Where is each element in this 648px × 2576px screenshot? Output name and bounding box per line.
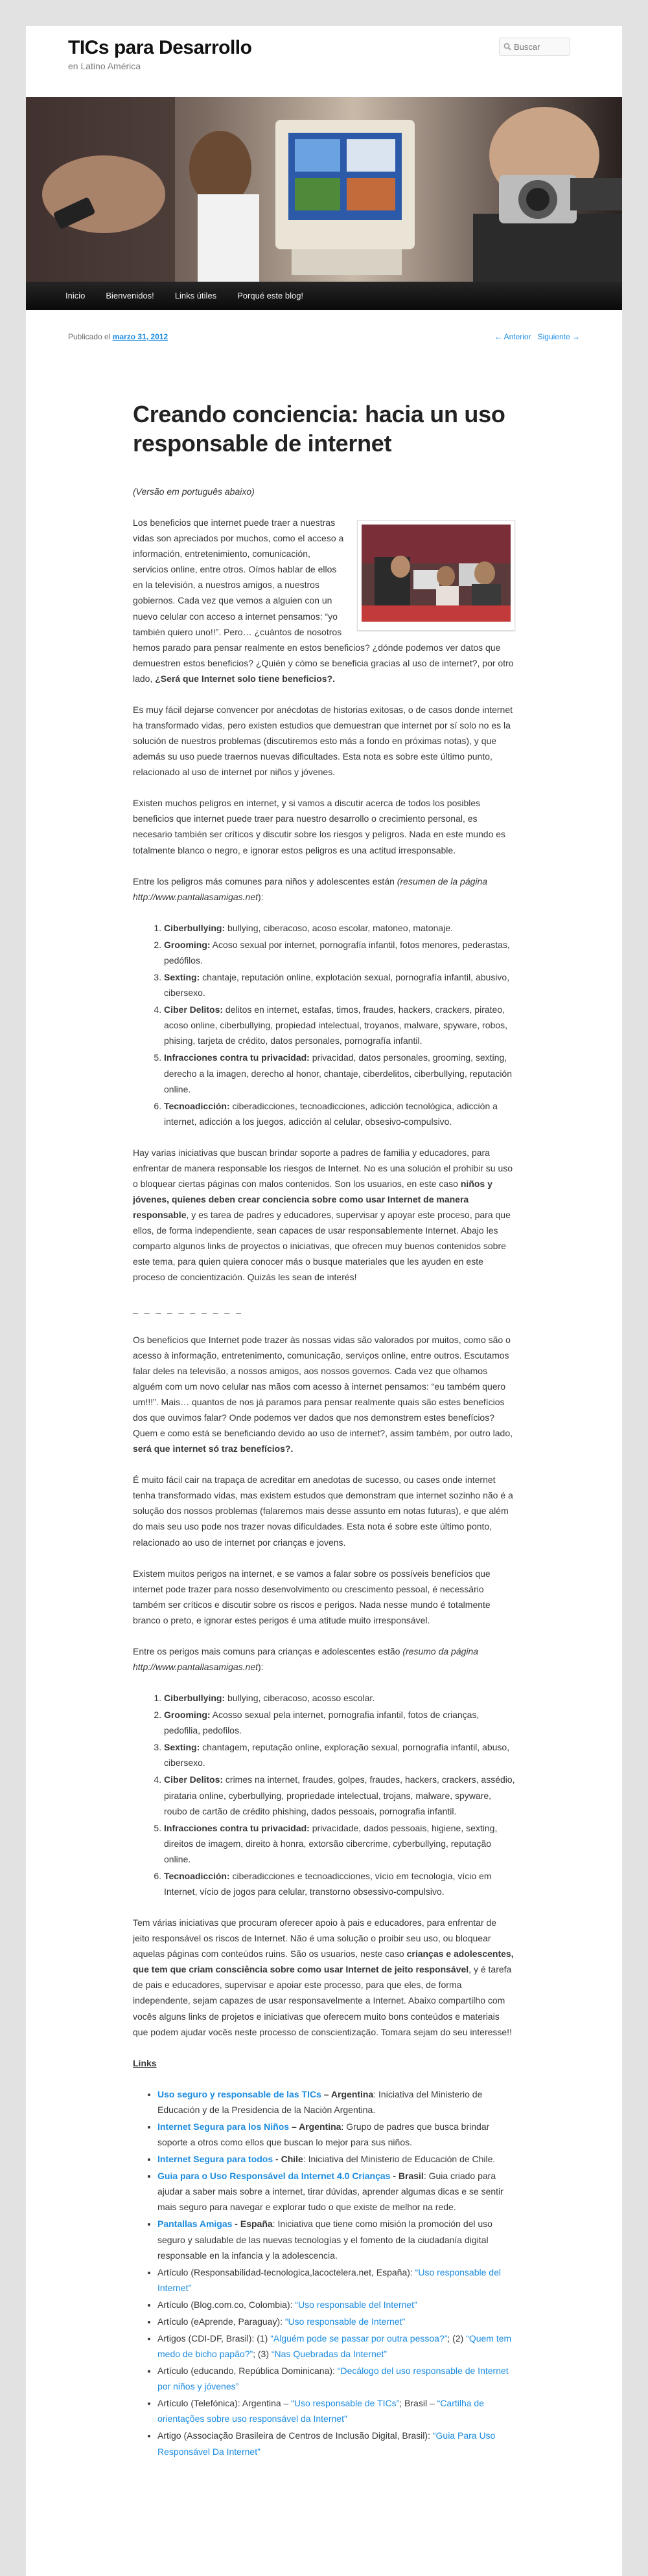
- link-pantallas-amigas[interactable]: Pantallas Amigas: [157, 2219, 233, 2230]
- pt-dangers-list: [152, 1690, 515, 1899]
- list-item: • Guia para o Uso Responsável da Internet 4.0 Crianças - Brasil: Guia criado para ajudar a saber mais sobre a internet, tirar dúvidas, aprender algumas dicas e se sentir mais seguro para navegar e explorar tudo o que existe de melhor na rede.: [157, 2168, 515, 2215]
- list-item: 1. Ciberbullying: bullying, ciberacoso, acosso escolar.: [164, 1690, 515, 1706]
- site-header: [26, 26, 622, 310]
- search-icon: [503, 43, 511, 51]
- article-link[interactable]: “Uso responsable del Internet”: [295, 2299, 417, 2310]
- post-article: [133, 400, 515, 2459]
- site-description: en Latino América: [68, 61, 141, 71]
- es-paragraph-5: Hay varias iniciativas que buscan brindar soporte a padres de familia y educadores, para enfrentar de manera responsable los riesgos de Internet. No es una solución el prohibir su uso o bloquear ciertas páginas con malos contenidos. Son los usuarios, en este caso niños y jóvenes, quienes deben crear conciencia sobre como usar Internet de manera responsable, y es tarea de padres y educadores, supervisar y apoyar este proceso, para que ellos, de forma independiente, sean capaces de usar responsablemente Internet. Abajo les comparto algunos links de proyectos o iniciativas, que ofrecen muy buenos contenidos sobre este tema, para quien quiera conocer más o busque materiales que les ayuden en este proceso de concientización. Quizás les sean de interés!: [133, 1147, 513, 1283]
- article-link[interactable]: “Decálogo del uso responsable de Internet por niños y jóvenes”: [157, 2366, 509, 2392]
- es-paragraph-1: Los beneficios que internet puede traer a nuestras vidas son apreciados por muchos, como el acceso a información, entretenimiento, comunicación, servicios online, entre otros. Oímos hablar de ellos en la televisión, a nuestros amigos, a nuestros gobiernos. Cada vez que vemos a alguien con un nuevo celular con acceso a internet pensamos: “yo también quiero uno!!”. Pero… ¿cuántos de nosotros hemos parado para pensar realmente en estos beneficios? ¿dónde podemos ver datos que demuestren estos beneficios? ¿Quién y cómo se beneficia gracias al uso de internet?, por otro lado, ¿Será que Internet solo tiene beneficios?.: [133, 517, 514, 684]
- es-dangers-list: [152, 920, 515, 1129]
- list-item: • Artigos (CDI-DF, Brasil): (1) “Alguém pode se passar por outra pessoa?”; (2) “Quem tem medo de bicho papão?”; (3) “Nas Quebradas da Internet”: [157, 2331, 515, 2362]
- site-title[interactable]: TICs para Desarrollo: [68, 37, 252, 58]
- list-item: • Artículo (Responsabilidad-tecnologica,lacoctelera.net, España): “Uso responsable del Internet”: [157, 2265, 515, 2296]
- menu-item-porque-este-blog[interactable]: Porqué este blog!: [237, 291, 304, 300]
- post-date-link[interactable]: marzo 31, 2012: [112, 332, 168, 341]
- pt-paragraph-1: Os benefícios que Internet pode trazer às nossas vidas são valorados por muitos, como são o acesso à informação, entretenimento, comunicação, serviços online, entre outros. Escutamos falar deles na televisão, a nossos amigos, aos nossos governos. Cada vez que olhamos alguém com um novo celular nas mãos com acesso à internet pensamos: “eu também quero um!!!”. Mais… quantos de nos já paramos para pensar realmente quais são estes benefícios dos que ouvimos falar? Onde podemos ver dados que nos demonstrem estes benefícios? Quem e como está se beneficiando devido ao uso de internet?, assim também, por outro lado, será que internet só traz benefícios?.: [133, 1334, 513, 1454]
- list-item: 6. Tecnoadicción: ciberadicciones e tecnoadicciones, vício em tecnologia, vício em Internet, vício de jogos para celular, transtorno obsessivo-compulsivo.: [164, 1868, 515, 1899]
- main-menu: [26, 282, 622, 310]
- link-guia-uso-responsavel[interactable]: Guia para o Uso Responsável da Internet 4.0 Crianças: [157, 2171, 391, 2182]
- menu-item-links-utiles[interactable]: Links útiles: [174, 291, 217, 300]
- post-date: [68, 332, 168, 341]
- search-box[interactable]: [499, 38, 570, 56]
- post-photo[interactable]: [357, 520, 515, 631]
- list-item: 1. Ciberbullying: bullying, ciberacoso, acoso escolar, matoneo, matonaje.: [164, 920, 515, 936]
- list-item: 5. Infracciones contra tu privacidad: privacidad, datos personales, grooming, sexting, derecho a la imagen, derecho al honor, chantaje, ciberdelitos, ciberbullying, reputación online.: [164, 1050, 515, 1096]
- list-item: 6. Tecnoadicción: ciberadicciones, tecnoadicciones, adicción tecnológica, adicción a internet, adicción a los juegos, adicción al celular, obsesivo-compulsivo.: [164, 1098, 515, 1129]
- article-link[interactable]: “Uso responsable del Internet”: [157, 2266, 501, 2293]
- list-item: • Artículo (Telefónica): Argentina – “Uso responsable de TICs”; Brasil – “Cartilha de orientações sobre uso responsável da Internet”: [157, 2395, 515, 2426]
- article-link[interactable]: “Uso responsable de TICs”: [291, 2398, 400, 2409]
- pt-paragraph-2: É muito fácil cair na trapaça de acreditar em anedotas de sucesso, ou cases onde internet tenha transformado vidas, mas existem estudos que demonstram que internet sozinho não é a solução dos nossos problemas (falaremos mais desse assunto em notas futuras), e que além do mais seu uso pode nos trazer novas dificuldades. Esta nota é sobre este último ponto, relacionado ao uso de internet por crianças e jovens.: [133, 1474, 513, 1548]
- list-item: 2. Grooming: Acosso sexual pela internet, pornografia infantil, fotos de crianças, pedofilia, pedofilos.: [164, 1707, 515, 1738]
- pt-paragraph-5: Tem várias iniciativas que procuram oferecer apoio à pais e educadores, para enfrentar de jeito responsável os riscos de Internet. Não é uma solução o proibir seu uso, ou bloquear aquelas páginas com conteúdos ruins. São os usuarios, neste caso crianças e adolescentes, que tem que criam consciência sobre como usar Internet de jeito responsável, y é tarefa de pais e educadores, supervisar e apoiar este processo, para que eles, de forma independente, sejam capazes de usar responsavelmente a Internet. Abaixo compartilho com vocês alguns links de projetos e iniciativas que oferecem muito bons conteúdos e materiais que podem ajudar vocês neste processo de conscientização. Tomara sejam do seu interesse!!: [133, 1917, 514, 2037]
- list-item: 4. Ciber Delitos: delitos en internet, estafas, timos, fraudes, hackers, crackers, pirateo, acoso online, ciberbullying, propiedad intelectual, troyanos, malware, spyware, robos, phising, tarjeta de crédito, datos personales, pornografía infantil.: [164, 1002, 515, 1048]
- pt-paragraph-3: Existem muitos perigos na internet, e se vamos a falar sobre os possíveis benefícios que internet pode trazer para nosso desenvolvimento ou crescimento pessoal, é necessário também ser críticos e discutir sobre os riscos e perigos. Nada nesse mundo é totalmente branco o preto, e ignorar estes perigos é uma atitude muito irresponsável.: [133, 1568, 491, 1625]
- list-item: • Pantallas Amigas - España: Iniciativa que tiene como misión la promoción del uso seguro y saludable de las nuevas tecnologías y el fomento de la ciudadanía digital responsable en la infancia y la adolescencia.: [157, 2216, 515, 2263]
- list-item: • Artículo (Blog.com.co, Colombia): “Uso responsable del Internet”: [157, 2297, 515, 2312]
- next-post-link[interactable]: Siguiente →: [537, 332, 580, 341]
- list-item: 2. Grooming: Acoso sexual por internet, pornografía infantil, fotos menores, pederastas, pedófilos.: [164, 937, 515, 968]
- post-navigation: [494, 332, 580, 341]
- article-link[interactable]: “Quem tem medo de bicho papão?”: [157, 2333, 512, 2360]
- list-item: 3. Sexting: chantagem, reputação online, exploração sexual, pornografia infantil, abuso, cibersexo.: [164, 1739, 515, 1770]
- header-banner-image: [26, 97, 622, 282]
- link-internet-segura-ninos[interactable]: Internet Segura para los Niños: [157, 2121, 290, 2132]
- links-heading: Links: [133, 2057, 157, 2068]
- previous-post-link[interactable]: ← Anterior: [494, 332, 531, 341]
- list-item: • Artículo (eAprende, Paraguay): “Uso responsable de Internet”: [157, 2314, 515, 2329]
- menu-item-bienvenidos[interactable]: Bienvenidos!: [106, 291, 154, 300]
- links-list: [146, 2086, 515, 2459]
- es-paragraph-3: Existen muchos peligros en internet, y si vamos a discutir acerca de todos los posibles beneficios que internet puede traer para nuestro desarrollo o crecimiento personal, es necesario también ser críticos y discutir sobre los riesgos y peligros. Nada en este mundo es totalmente blanco o negro, e ignorar estos peligros es una actitud irresponsable.: [133, 798, 506, 855]
- es-paragraph-4: Entre los peligros más comunes para niños y adolescentes están (resumen de la página http://www.pantallasamigas.net):: [133, 876, 488, 902]
- list-item: • Uso seguro y responsable de las TICs – Argentina: Iniciativa del Ministerio de Educación y de la Presidencia de la Nación Argentina.: [157, 2086, 515, 2118]
- list-item: • Internet Segura para los Niños – Argentina: Grupo de padres que busca brindar soporte a otros como ellos que buscan lo mejor para sus niños.: [157, 2119, 515, 2150]
- post-meta-bar: [26, 332, 622, 341]
- link-internet-segura-todos[interactable]: Internet Segura para todos: [157, 2154, 273, 2165]
- list-item: • Internet Segura para todos - Chile: Iniciativa del Ministerio de Educación de Chile.: [157, 2151, 515, 2167]
- post-body: [133, 484, 515, 2459]
- list-item: 5. Infracciones contra tu privacidad: privacidade, dados pessoais, higiene, sexting, direitos de imagem, direito à honra, extorsão cibercrime, cyberbullying, reputação online.: [164, 1820, 515, 1867]
- page: [26, 26, 622, 2576]
- pt-paragraph-4: Entre os perigos mais comuns para crianças e adolescentes estão (resumo da página http://www.pantallasamigas.net):: [133, 1645, 479, 1672]
- article-link[interactable]: “Cartilha de orientações sobre uso responsável da Internet”: [157, 2398, 485, 2424]
- children-at-computers-photo: [362, 525, 511, 622]
- section-divider: _ _ _ _ _ _ _ _ _ _: [133, 1303, 243, 1314]
- post-title: Creando conciencia: hacia un uso responsable de internet: [133, 401, 505, 457]
- article-link[interactable]: “Nas Quebradas da Internet”: [271, 2349, 388, 2360]
- article-link[interactable]: “Uso responsable de Internet”: [284, 2316, 406, 2327]
- menu-item-inicio[interactable]: Inicio: [65, 291, 86, 300]
- link-uso-seguro-tics[interactable]: Uso seguro y responsable de las TICs: [157, 2088, 321, 2099]
- article-link[interactable]: “Alguém pode se passar por outra pessoa?”: [270, 2333, 448, 2344]
- article-link[interactable]: “Guia Para Uso Responsável Da Internet”: [157, 2430, 496, 2457]
- posted-on-label: Publicado el: [68, 332, 111, 341]
- list-item: • Artigo (Associação Brasileira de Centros de Inclusão Digital, Brasil): “Guia Para Uso Responsável Da Internet”: [157, 2428, 515, 2459]
- version-note: (Versão em português abaixo): [133, 486, 255, 497]
- es-paragraph-2: Es muy fácil dejarse convencer por anécdotas de historias exitosas, o de casos donde internet ha transformado vidas, pero existen estudios que demuestran que internet por sí solo no es la solución de nuestros problemas (discutiremos esto más a fondo en próximas notas), y que además su uso puede traernos nuevas dificultades. Esta nota es sobre este último punto, relacionado al uso de internet por niños y jóvenes.: [133, 704, 513, 778]
- search-input[interactable]: [511, 41, 567, 52]
- list-item: 3. Sexting: chantaje, reputación online, explotación sexual, pornografía infantil, abusivo, cibersexo.: [164, 969, 515, 1000]
- list-item: • Artículo (educando, República Dominicana): “Decálogo del uso responsable de Internet por niños y jóvenes”: [157, 2363, 515, 2394]
- list-item: 4. Ciber Delitos: crimes na internet, fraudes, golpes, fraudes, hackers, crackers, assédio, pirataria online, cyberbullying, propriedade intelectual, trojans, malware, spyware, roubo de cartão de crédito phishing, dados pessoais, pornografia infantil.: [164, 1772, 515, 1818]
